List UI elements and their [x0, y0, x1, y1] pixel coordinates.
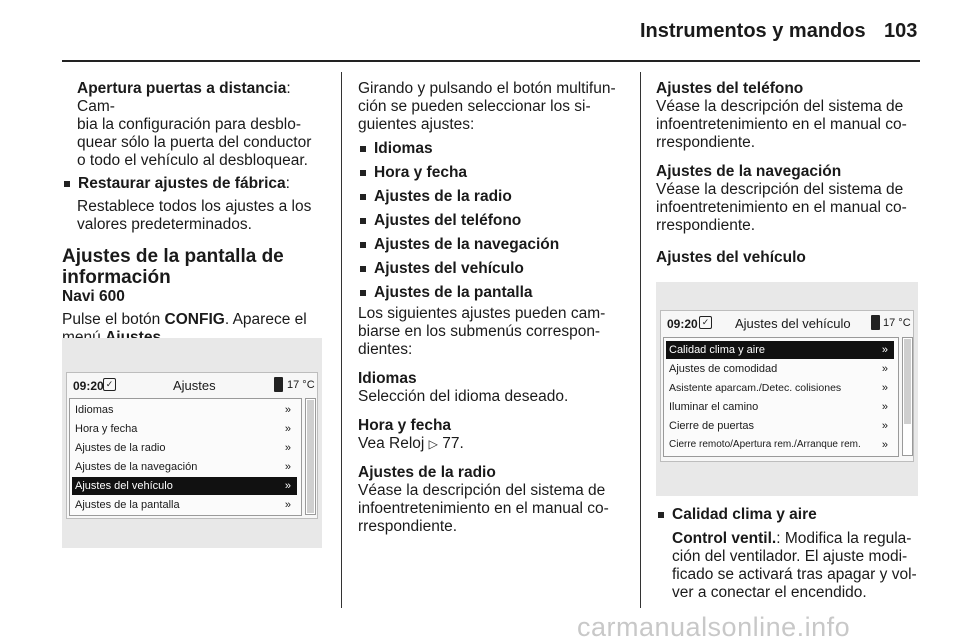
display-frame — [660, 310, 914, 462]
menu-item[interactable]: Ajustes del vehículo » — [72, 477, 297, 495]
chevron-right-icon: » — [881, 439, 888, 451]
chevron-right-icon: » — [284, 442, 291, 454]
bullet-square — [658, 512, 664, 518]
menu-item[interactable]: Calidad clima y aire » — [666, 341, 894, 359]
screen-image-ajustes — [62, 338, 322, 548]
clock-icon: ✓ — [699, 316, 712, 329]
bullet-item: Hora y fecha — [358, 164, 634, 182]
settings-bullet-list — [358, 140, 634, 302]
chevron-right-icon: » — [284, 480, 291, 492]
scrollbar-thumb[interactable] — [904, 339, 911, 424]
chevron-right-icon: » — [284, 499, 291, 511]
chevron-right-icon: » — [881, 382, 888, 394]
chevron-right-icon: » — [284, 461, 291, 473]
bullet-square — [360, 290, 366, 296]
display-title: Ajustes del vehículo — [735, 316, 851, 331]
bullet-item: Ajustes de la navegación — [358, 236, 634, 254]
menu-item[interactable]: Iluminar el camino » — [666, 398, 894, 416]
vehiculo-title: Ajustes del vehículo — [656, 249, 806, 266]
bullet-square — [64, 181, 70, 187]
clock-icon: ✓ — [103, 378, 116, 391]
hora-text: Vea Reloj ▷ 77. — [358, 435, 464, 452]
display-status-bar — [661, 311, 913, 335]
screen-image-vehiculo — [656, 282, 918, 496]
idiomas-title: Idiomas — [358, 370, 417, 387]
outside-temperature: 17 °C — [287, 379, 315, 391]
chevron-right-icon: » — [881, 420, 888, 432]
column-divider-1 — [341, 72, 342, 608]
phone-signal-icon — [871, 315, 880, 330]
intro-line-1: Pulse el botón CONFIG. Aparece el — [62, 311, 307, 328]
column-3-bottom — [656, 506, 924, 602]
column-1 — [62, 80, 330, 347]
menu-item[interactable]: Ajustes de la navegación » — [72, 458, 297, 476]
section-title: Ajustes de la pantalla de información — [62, 246, 284, 288]
bullet-square — [360, 218, 366, 224]
bullet-square — [360, 194, 366, 200]
telefono-title: Ajustes del teléfono — [656, 80, 804, 97]
clock-time: 09:20 — [73, 379, 104, 393]
bullet-item: Ajustes de la radio — [358, 188, 634, 206]
hora-title: Hora y fecha — [358, 417, 452, 434]
bullet-item: Ajustes del vehículo — [358, 260, 634, 278]
outside-temperature: 17 °C — [883, 317, 911, 329]
menu-item[interactable]: Hora y fecha » — [72, 420, 297, 438]
bullet-square — [360, 170, 366, 176]
factory-reset-bullet: Restaurar ajustes de fábrica: — [62, 175, 330, 193]
subsection-title: Navi 600 — [62, 288, 125, 305]
menu-item[interactable]: Cierre remoto/Apertura rem./Arranque rem. » — [666, 436, 894, 454]
bullet-item: Idiomas — [358, 140, 634, 158]
column-3: Ajustes del teléfono Véase la descripción del sistema de infoentretenimiento en el manual co- rrespondiente. Ajustes de la navegación Véase la descripción del sistema de infoentretenimiento en el manual co- rrespondiente. Ajustes del vehículo — [656, 80, 924, 267]
page-number: 103 — [884, 20, 918, 42]
chevron-right-icon: » — [881, 344, 888, 356]
radio-title: Ajustes de la radio — [358, 464, 496, 481]
display-status-bar — [67, 373, 317, 397]
chevron-right-icon: » — [284, 404, 291, 416]
clima-bullet: Calidad clima y aire — [656, 506, 924, 524]
menu-item[interactable]: Cierre de puertas » — [666, 417, 894, 435]
page-reference-icon: ▷ — [428, 437, 438, 451]
chevron-right-icon: » — [284, 423, 291, 435]
display-frame — [66, 372, 318, 519]
menu-item[interactable]: Ajustes de la pantalla » — [72, 496, 297, 514]
header-rule — [62, 60, 920, 62]
chevron-right-icon: » — [881, 363, 888, 375]
column-2: Girando y pulsando el botón multifun- ción se pueden seleccionar los si- guientes ajustes: Idiomas Hora y fecha Ajustes de la radio Ajustes del teléfono Ajustes de la navegación Ajustes del vehículo Ajustes de la pantalla Los siguientes ajustes pueden cam- biarse en los submenús correspon- dientes: Idiomas Selección del idioma deseado. Hora y fecha Vea Reloj ▷ 77. Ajustes de la radio Véase la descripción del sistema de infoentretenimiento en el manual co- rrespondiente. — [358, 80, 634, 536]
bullet-square — [360, 242, 366, 248]
menu-list — [69, 398, 302, 516]
bullet-item: Ajustes del teléfono — [358, 212, 634, 230]
scrollbar-thumb[interactable] — [307, 400, 314, 513]
watermark: carmanualsonline.info — [577, 612, 851, 642]
bullet-square — [360, 266, 366, 272]
menu-list — [663, 337, 899, 457]
scrollbar[interactable] — [305, 398, 316, 515]
menu-item[interactable]: Ajustes de comodidad » — [666, 360, 894, 378]
bullet-item: Ajustes de la pantalla — [358, 284, 634, 302]
remote-door-label: Apertura puertas a distancia — [77, 80, 287, 97]
menu-item[interactable]: Ajustes de la radio » — [72, 439, 297, 457]
navegacion-title: Ajustes de la navegación — [656, 163, 842, 180]
menu-item[interactable]: Idiomas » — [72, 401, 297, 419]
clock-time: 09:20 — [667, 317, 698, 331]
chevron-right-icon: » — [881, 401, 888, 413]
control-ventil-paragraph: Control ventil.: Modifica la regula- ción del ventilador. El ajuste modi- ficado se activará tras apagar y vol- ver a conectar el encendido. — [672, 530, 917, 601]
submenu-intro: Los siguientes ajustes pueden cam- biarse en los submenús correspon- dientes: — [358, 305, 606, 358]
menu-item[interactable]: Asistente aparcam./Detec. colisiones » — [666, 379, 894, 397]
display-title: Ajustes — [173, 378, 216, 393]
factory-reset-text: Restablece todos los ajustes a los valores predeterminados. — [77, 198, 312, 233]
scrollbar[interactable] — [902, 337, 913, 456]
column-divider-2 — [640, 72, 641, 608]
page-header-title: Instrumentos y mandos — [640, 20, 866, 42]
remote-door-paragraph: Apertura puertas a distancia: Cam- bia la configuración para desblo- quear sólo la puerta del conductor o todo el vehículo al desbloquear. — [77, 80, 312, 169]
phone-signal-icon — [274, 377, 283, 392]
bullet-square — [360, 146, 366, 152]
